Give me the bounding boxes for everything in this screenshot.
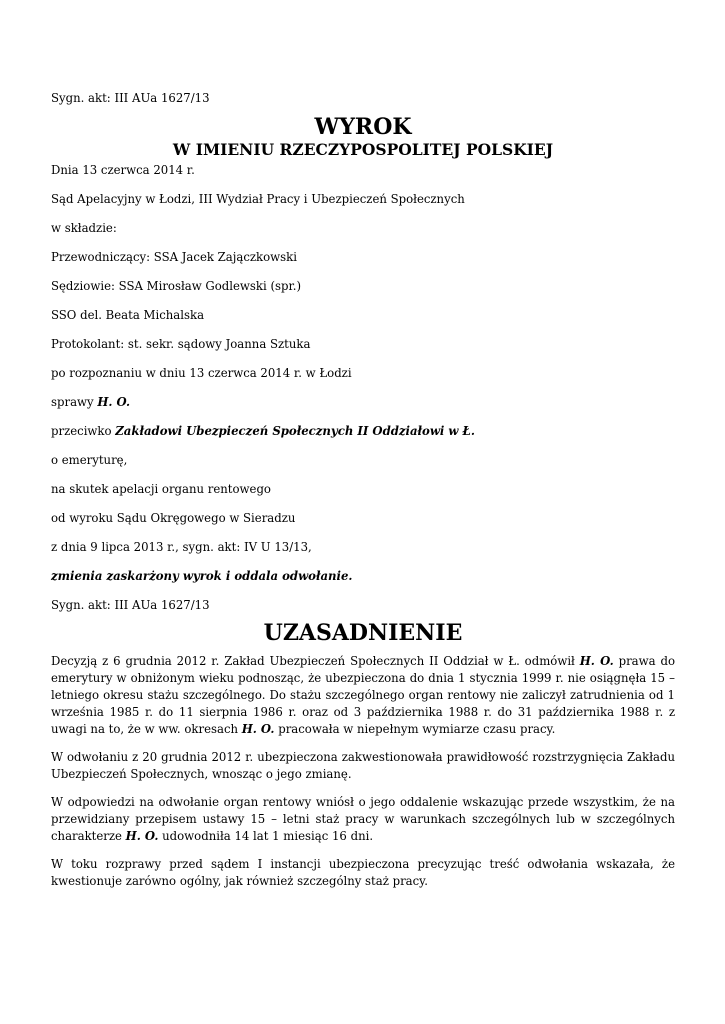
- case-line: [51, 395, 675, 410]
- case-subject: o emeryturę,: [51, 453, 128, 467]
- appeal-basis: na skutek apelacji organu rentowego: [51, 482, 271, 496]
- judges: Sędziowie: SSA Mirosław Godlewski (spr.): [51, 279, 302, 293]
- judgment-date: z dnia 9 lipca 2013 r., sygn. akt: IV U 13/13,: [51, 540, 312, 554]
- paragraph-text: prawa do emerytury w obniżonym wieku podnosząc, że ubezpieczona do dnia 1 stycznia 1999 r. nie osiągnęła 15 – letniego okresu stażu szczególnego. Do stażu szczególnego organ rentowy nie zaliczył zatrudnienia od 1 września 1985 r. do 11 sierpnia 1986 r. oraz od 3 października 1988 r. do 31 października 1988 r. z uwagi na to, że w ww. okresach: [51, 654, 676, 736]
- paragraph-text: pracowała w niepełnym wymiarze czasu pracy.: [274, 722, 556, 736]
- hearing-info: po rozpoznaniu w dniu 13 czerwca 2014 r. w Łodzi: [51, 366, 352, 380]
- verdict-date: Dnia 13 czerwca 2014 r.: [51, 163, 195, 177]
- against-prefix: przeciwko: [51, 424, 116, 438]
- ruling: zmienia zaskarżony wyrok i oddala odwołanie.: [51, 569, 353, 583]
- verdict-title: WYROK: [314, 114, 412, 140]
- justification-paragraph-1: [51, 653, 675, 738]
- paragraph-text: W odpowiedzi na odwołanie organ rentowy wniósł o jego oddalenie wskazując przede wszystkim, że na przewidziany przepisem ustawy 15 – letni staż pracy w warunkach szczególnych lub w szczególnych charakterze: [51, 795, 675, 843]
- paragraph-text: Decyzją z 6 grudnia 2012 r. Zakład Ubezpieczeń Społecznych II Oddział w Ł. odmówił: [51, 654, 580, 668]
- party-name: H. O.: [125, 829, 159, 843]
- case-prefix: sprawy: [51, 395, 98, 409]
- document-page: [51, 91, 675, 890]
- case-signature-justification: Sygn. akt: III AUa 1627/13: [51, 598, 210, 612]
- case-party: H. O.: [97, 395, 131, 409]
- justification-title: UZASADNIENIE: [263, 620, 463, 646]
- composition-label: w składzie:: [51, 221, 117, 235]
- paragraph-text: udowodniła 14 lat 1 miesiąc 16 dni.: [158, 829, 374, 843]
- against-line: [51, 424, 675, 439]
- chair-judge: Przewodniczący: SSA Jacek Zajączkowski: [51, 250, 297, 264]
- justification-paragraph-4: W toku rozprawy przed sądem I instancji ubezpieczona precyzując treść odwołania wskazała, że kwestionuje zarówno ogólny, jak również szczególny staż pracy.: [51, 857, 675, 888]
- justification-paragraph-2: W odwołaniu z 20 grudnia 2012 r. ubezpieczona zakwestionowała prawidłowość rozstrzygnięcia Zakładu Ubezpieczeń Społecznych, wnosząc o jego zmianę.: [51, 750, 675, 781]
- judge-second: SSO del. Beata Michalska: [51, 308, 205, 322]
- against-party: Zakładowi Ubezpieczeń Społecznych II Oddziałowi w Ł.: [115, 424, 475, 438]
- party-name: H. O.: [579, 654, 614, 668]
- court-clerk: Protokolant: st. sekr. sądowy Joanna Sztuka: [51, 337, 311, 351]
- lower-court-judgment: od wyroku Sądu Okręgowego w Sieradzu: [51, 511, 296, 525]
- justification-paragraph-3: [51, 794, 675, 845]
- court-name: Sąd Apelacyjny w Łodzi, III Wydział Pracy i Ubezpieczeń Społecznych: [51, 192, 465, 206]
- party-name: H. O.: [241, 722, 275, 736]
- case-signature-top: Sygn. akt: III AUa 1627/13: [51, 91, 210, 105]
- verdict-subtitle: W IMIENIU RZECZYPOSPOLITEJ POLSKIEJ: [172, 140, 554, 159]
